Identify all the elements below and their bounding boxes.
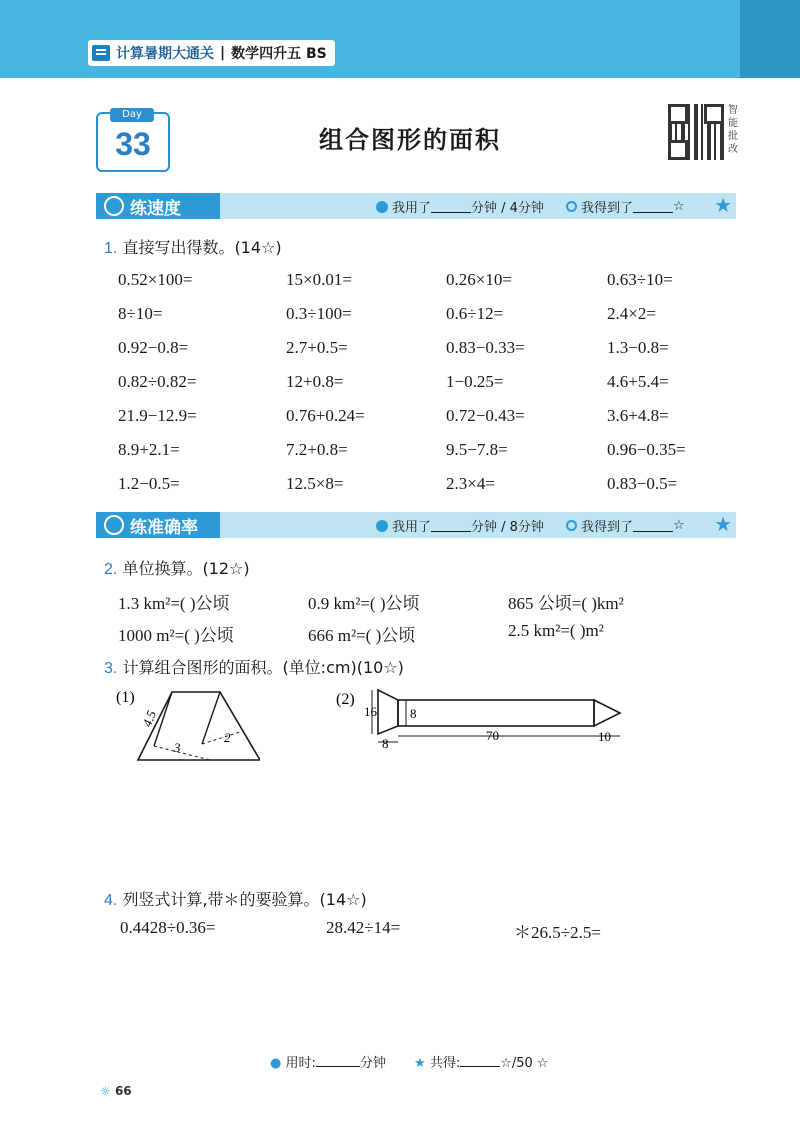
calc-item: 9.5−7.8=	[446, 440, 508, 459]
calc-item: 1−0.25=	[446, 372, 504, 391]
calc-item: 0.92−0.8=	[118, 338, 189, 357]
star-icon: ★	[714, 193, 732, 217]
calc-item: 0.63÷10=	[607, 270, 673, 289]
page-number: ☼ 66	[100, 1084, 132, 1098]
book-icon	[92, 45, 110, 61]
star-icon: ★	[414, 1056, 426, 1071]
calc-item: 0.83−0.33=	[446, 338, 525, 357]
calc-item: 15×0.01=	[286, 270, 352, 289]
figure-2-label: (2)	[336, 691, 355, 708]
section-accuracy-tag: 练准确率	[96, 512, 220, 538]
calc-item: 0.3÷100=	[286, 304, 352, 323]
time-used-blank[interactable]	[431, 200, 471, 213]
calc-item: 0.26×10=	[446, 270, 512, 289]
footer-summary: ● 用时: 分钟 ★ 共得: ☆/50 ☆	[270, 1056, 549, 1071]
calc-item: 3.6+4.8=	[607, 406, 669, 425]
pencil-tip	[594, 700, 620, 726]
time-used-blank[interactable]	[431, 519, 471, 532]
calc-item: 0.82÷0.82=	[118, 372, 197, 391]
header-separator: |	[220, 45, 226, 61]
calc-item: 1.2−0.5=	[118, 474, 180, 493]
question-2-title: 2. 单位换算。(12☆)	[104, 559, 250, 578]
sun-icon: ☼	[100, 1084, 115, 1098]
top-band-edge	[740, 0, 800, 78]
unit-item: 865 公顷=( )km²	[508, 594, 624, 613]
unit-item: 1.3 km²=( )公顷	[118, 594, 230, 613]
calc-item: 0.72−0.43=	[446, 406, 525, 425]
calc-item: 1.3−0.8=	[607, 338, 669, 357]
top-band	[0, 0, 800, 78]
dim-10: 10	[598, 729, 611, 744]
dim-8-bottom: 8	[382, 736, 389, 751]
calc-item: 12+0.8=	[286, 372, 344, 391]
star-icon: ★	[714, 512, 732, 536]
height-dashed	[154, 746, 210, 760]
pencil-end	[378, 690, 398, 734]
vertical-calc-item: 0.4428÷0.36=	[120, 918, 216, 937]
question-3-title: 3. 计算组合图形的面积。(单位:cm)(10☆)	[104, 658, 404, 677]
calc-item: 8.9+2.1=	[118, 440, 180, 459]
total-stars-blank[interactable]	[460, 1054, 500, 1067]
total-time-blank[interactable]	[316, 1054, 360, 1067]
calc-item: 0.52×100=	[118, 270, 193, 289]
qr-code-icon[interactable]	[668, 104, 724, 160]
stars-got-accuracy: 我得到了 ☆	[566, 516, 685, 535]
unit-item: 2.5 km²=( )m²	[508, 621, 604, 640]
triangle-edge	[202, 692, 220, 744]
section-speed-bar	[96, 193, 736, 219]
stars-got-speed: 我得到了 ☆	[566, 197, 685, 216]
calc-item: 0.83−0.5=	[607, 474, 678, 493]
calc-item: 0.96−0.35=	[607, 440, 686, 459]
day-number: 33	[115, 126, 151, 162]
grade-subtitle: 数学四升五 BS	[231, 46, 327, 62]
check-icon	[566, 201, 577, 212]
clock-icon	[376, 520, 388, 532]
figure-2-pencil	[336, 684, 626, 754]
question-1-title: 1. 直接写出得数。(14☆)	[104, 238, 282, 257]
unit-item: 1000 m²=( )公顷	[118, 626, 234, 645]
calc-item: 4.6+5.4=	[607, 372, 669, 391]
vertical-calc-item: 28.42÷14=	[326, 918, 401, 937]
clock-icon	[376, 201, 388, 213]
calc-item: 7.2+0.8=	[286, 440, 348, 459]
section-speed-tag: 练速度	[96, 193, 220, 219]
trapezoid-outline	[138, 692, 260, 760]
clock-icon: ●	[270, 1056, 282, 1071]
dim-8-inner: 8	[410, 706, 417, 721]
calc-item: 21.9−12.9=	[118, 406, 197, 425]
dim-16: 16	[364, 704, 377, 719]
dim-2: 2	[224, 730, 231, 745]
day-label: Day	[110, 108, 154, 122]
stopwatch-icon	[104, 196, 124, 216]
check-icon	[566, 520, 577, 531]
qr-label: 智 能 批 改	[728, 105, 738, 155]
calc-item: 0.76+0.24=	[286, 406, 365, 425]
question-4-title: 4. 列竖式计算,带＊的要验算。(14☆)	[104, 890, 367, 909]
calc-item: 12.5×8=	[286, 474, 344, 493]
time-used-speed: 我用了 分钟 / 4分钟	[376, 197, 544, 216]
book-header	[88, 40, 335, 66]
unit-item: 666 m²=( )公顷	[308, 626, 416, 645]
figure-1-trapezoid	[110, 684, 260, 774]
calc-item: 2.3×4=	[446, 474, 495, 493]
figure-1-label: (1)	[116, 689, 135, 706]
vertical-calc-item: ＊26.5÷2.5=	[514, 923, 601, 942]
day-badge	[96, 109, 170, 172]
unit-item: 0.9 km²=( )公顷	[308, 594, 420, 613]
calc-item: 8÷10=	[118, 304, 163, 323]
target-icon	[104, 515, 124, 535]
calc-item: 0.6÷12=	[446, 304, 504, 323]
section-accuracy-bar	[96, 512, 736, 538]
time-used-accuracy: 我用了 分钟 / 8分钟	[376, 516, 544, 535]
calc-item: 2.4×2=	[607, 304, 656, 323]
pencil-body	[398, 700, 594, 726]
dim-70: 70	[486, 728, 499, 743]
dim-4-5: 4.5	[139, 708, 160, 729]
dim-3: 3	[174, 740, 181, 755]
height-dashed	[202, 732, 240, 744]
stars-got-blank[interactable]	[633, 200, 673, 213]
series-title: 计算暑期大通关	[116, 46, 214, 62]
calc-item: 2.7+0.5=	[286, 338, 348, 357]
stars-got-blank[interactable]	[633, 519, 673, 532]
page-title: 组合图形的面积	[319, 126, 501, 154]
